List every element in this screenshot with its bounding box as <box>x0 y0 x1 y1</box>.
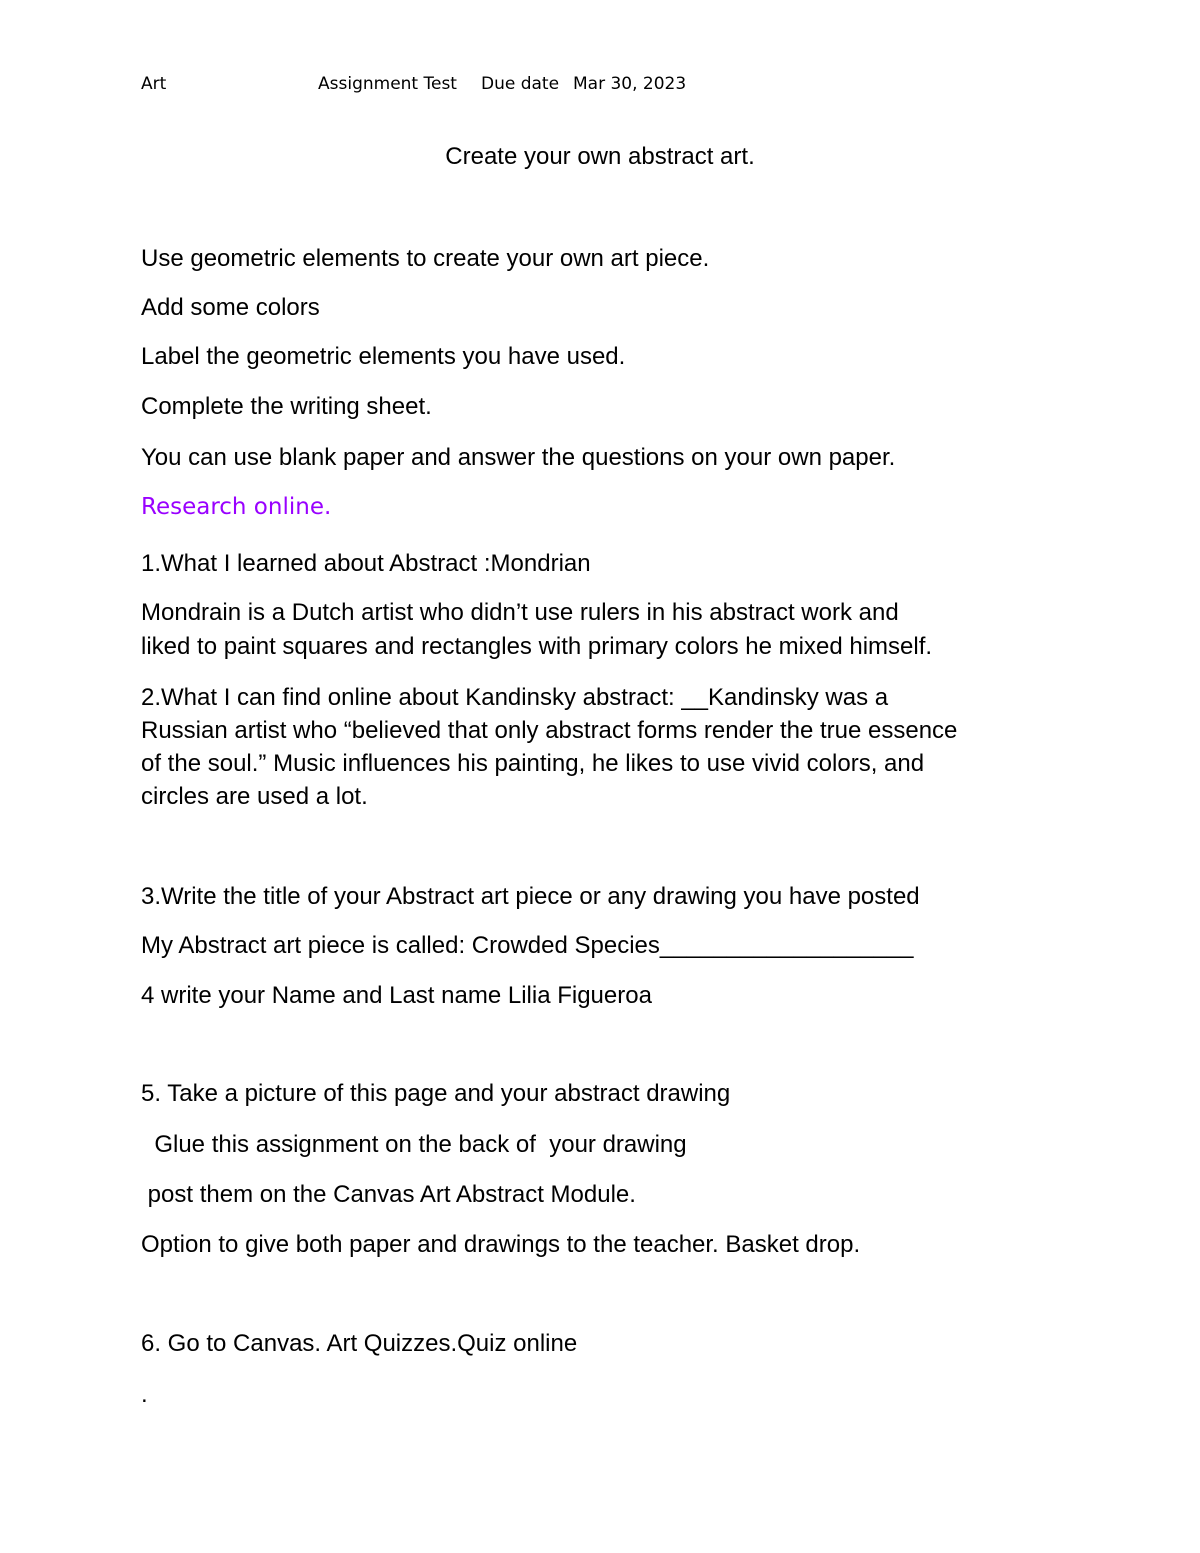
q3-question: 3.Write the title of your Abstract art piece or any drawing you have posted <box>141 883 920 910</box>
instruction-line: Add some colors <box>141 294 320 321</box>
q1-question: 1.What I learned about Abstract :Mondrian <box>141 550 591 577</box>
trailing-period: . <box>141 1381 148 1408</box>
instruction-line: Use geometric elements to create your own art piece. <box>141 245 710 272</box>
q4-text: 4 write your Name and Last name Lilia Figueroa <box>141 982 652 1009</box>
q2-text: circles are used a lot. <box>141 783 368 810</box>
q6-text: 6. Go to Canvas. Art Quizzes.Quiz online <box>141 1330 578 1357</box>
q2-text: of the soul.” Music influences his painting, he likes to use vivid colors, and <box>141 750 925 777</box>
page-title: Create your own abstract art. <box>445 143 755 170</box>
instruction-line: Complete the writing sheet. <box>141 393 432 420</box>
header-subject: Art <box>141 74 167 94</box>
q2-text: 2.What I can find online about Kandinsky abstract: __Kandinsky was a <box>141 684 889 711</box>
q1-answer: Mondrain is a Dutch artist who didn’t use rulers in his abstract work and <box>141 599 899 626</box>
q5-text: 5. Take a picture of this page and your abstract drawing <box>141 1080 731 1107</box>
instruction-line: You can use blank paper and answer the questions on your own paper. <box>141 444 896 471</box>
q3-answer: My Abstract art piece is called: Crowded Species___________________ <box>141 932 914 959</box>
header-due-date: Mar 30, 2023 <box>573 74 687 94</box>
q5-text: Glue this assignment on the back of your drawing <box>141 1131 687 1158</box>
q2-text: Russian artist who “believed that only abstract forms render the true essence <box>141 717 958 744</box>
q5-text: post them on the Canvas Art Abstract Module. <box>141 1181 636 1208</box>
header-due-label: Due date <box>481 74 560 94</box>
instruction-line: Label the geometric elements you have used. <box>141 343 626 370</box>
research-online-label: Research online. <box>141 494 332 520</box>
q1-answer: liked to paint squares and rectangles with primary colors he mixed himself. <box>141 633 933 660</box>
header-assignment: Assignment Test <box>318 74 457 94</box>
q5-text: Option to give both paper and drawings to the teacher. Basket drop. <box>141 1231 861 1258</box>
